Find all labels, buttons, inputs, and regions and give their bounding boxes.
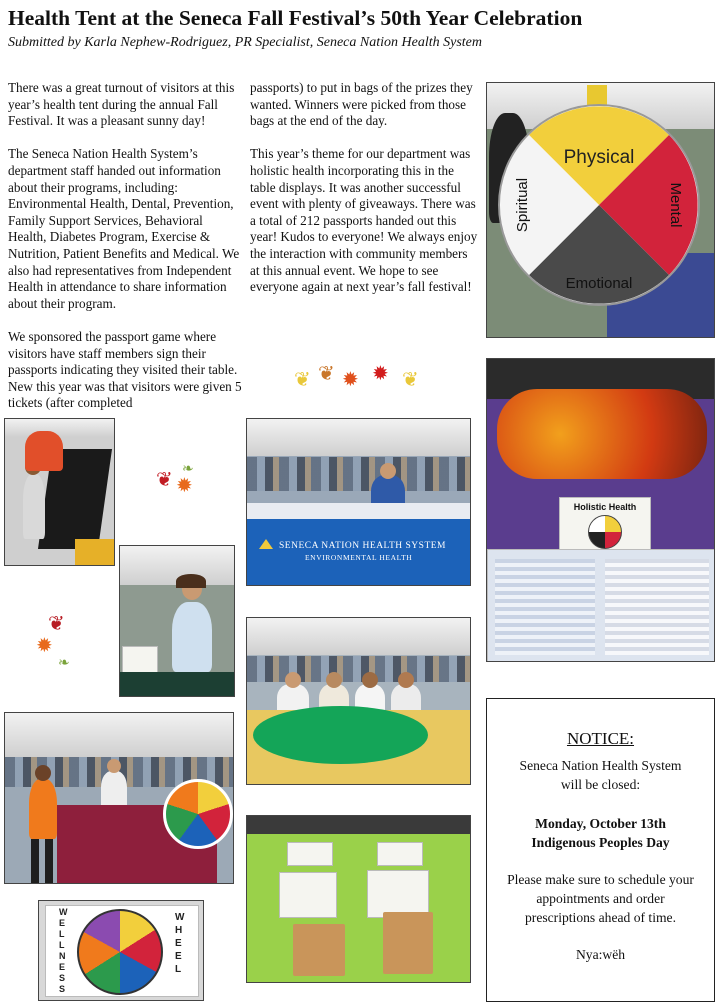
card-title: Holistic Health — [573, 502, 637, 512]
wheel-label: Emotional — [565, 275, 633, 292]
photo-prize-bags — [246, 815, 471, 983]
table-banner-line2: ENVIRONMENTAL HEALTH — [305, 553, 413, 562]
leaf-icon: ✹ — [176, 475, 193, 497]
photo-red-table — [4, 712, 234, 884]
notice-body: appointments and order — [536, 891, 665, 906]
notice-signoff: Nya:wëh — [575, 947, 626, 962]
leaf-icon: ❧ — [58, 656, 70, 671]
notice-body: prescriptions ahead of time. — [525, 910, 676, 925]
photo-child-board — [4, 418, 115, 566]
closure-notice — [486, 698, 715, 1002]
paragraph: This year’s theme for our department was holistic health incorporating this in the table displays. It was another successful event with plenty of giveaways. There was a total of 212 passports handed out this year! Kudos to everyone! We always enjoy the interaction with community members at this annual event. We hope to see everyone again at next year’s fall festival! — [250, 146, 478, 295]
photo-holistic-wheel — [486, 82, 715, 338]
leaf-icon: ❧ — [182, 462, 194, 477]
article-column-2 — [250, 80, 478, 312]
paragraph: We sponsored the passport game where visitors have staff members sign their passports indicating they visited their table. New this year was that visitors were given 5 tickets (after completed — [8, 328, 242, 411]
photo-staff-woman — [119, 545, 235, 697]
notice-heading: NOTICE: — [566, 729, 635, 748]
leaf-icon: ❦ — [402, 369, 419, 391]
page-title: Health Tent at the Seneca Fall Festival’s 50th Year Celebration — [8, 6, 583, 30]
wheel-label: Physical — [563, 147, 635, 168]
leaf-icon: ❦ — [48, 613, 65, 635]
wellness-letters: WELLNESS — [59, 907, 68, 994]
notice-holiday: Indigenous Peoples Day — [531, 835, 670, 850]
table-banner-line1: SENECA NATION HEALTH SYSTEM — [279, 541, 447, 551]
photo-holistic-display — [486, 358, 715, 662]
photo-green-table — [246, 617, 471, 785]
leaf-icon: ❦ — [294, 369, 311, 391]
wheel-label: Spiritual — [514, 177, 531, 233]
photo-environmental-table — [246, 418, 471, 586]
byline: Submitted by Karla Nephew-Rodriguez, PR Specialist, Seneca Nation Health System — [8, 35, 482, 50]
paragraph: passports) to put in bags of the prizes they wanted. Winners were picked from those bags at the end of the day. — [250, 80, 473, 129]
article-column-1 — [8, 80, 244, 428]
holistic-health-card — [559, 497, 651, 557]
leaf-icon: ✹ — [36, 635, 53, 657]
wheel-label: Mental — [667, 182, 684, 228]
notice-line: Seneca Nation Health System — [519, 758, 682, 773]
wheel-letters: WHEEL — [175, 912, 185, 975]
notice-body: Please make sure to schedule your — [507, 872, 694, 887]
leaf-icon: ✹ — [342, 369, 359, 391]
paragraph: The Seneca Nation Health System’s department staff handed out information about their programs, including: Environmental Health, Dental, Prevention, Family Support Services, Behavioral Health, Diabetes Program, Exercise & Nutrition, Patient Benefits and Medical. We also had representatives from Independent Health in attendance to share information about their program. — [8, 146, 240, 311]
holistic-wheel-graphic — [497, 103, 702, 308]
notice-date: Monday, October 13th — [535, 816, 666, 831]
notice-line: will be closed: — [560, 777, 641, 792]
paragraph: There was a great turnout of visitors at this year’s health tent during the annual Fall Festival. It was a pleasant sunny day! — [8, 80, 235, 129]
leaf-icon: ❦ — [318, 363, 335, 385]
photo-wellness-wheel — [38, 900, 204, 1001]
leaf-icon: ❦ — [156, 469, 173, 491]
leaf-icon: ✹ — [372, 363, 389, 385]
